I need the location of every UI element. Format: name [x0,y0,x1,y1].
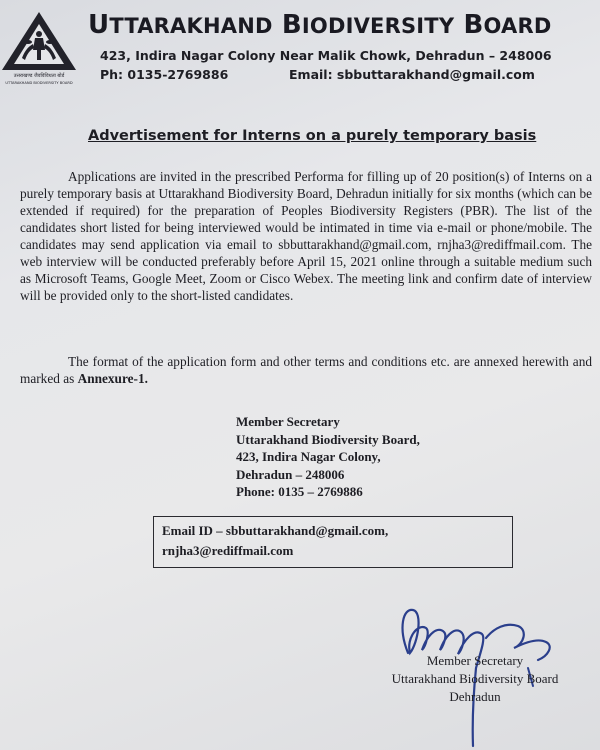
header-email: Email: sbbuttarakhand@gmail.com [289,67,535,82]
organization-name: UTTARAKHAND BIODIVERSITY BOARD [88,10,552,40]
logo-caption-hindi: उत्तराखण्ड जैवविविधता बोर्ड [13,73,65,79]
annexure-reference: Annexure-1. [77,371,148,386]
header-phone: Ph: 0135-2769886 [100,67,229,82]
logo-caption-english: UTTARAKHAND BIODIVERSITY BOARD [5,81,73,85]
body-paragraph-2: The format of the application form and other terms and conditions etc. are annexed herewith and marked as Annexure-1. [20,354,592,386]
signature-block: Member Secretary Uttarakhand Biodiversity Board Dehradun [391,653,559,704]
email-box: Email ID – sbbuttarakhand@gmail.com, rnjha3@rediffmail.com [153,516,513,568]
header-address: 423, Indira Nagar Colony Near Malik Chowk, Dehradun – 248006 [100,48,552,63]
board-logo [0,8,78,86]
document-heading: Advertisement for Interns on a purely temporary basis [88,128,537,144]
body-paragraph-1: Applications are invited in the prescribed Performa for filling up of 20 position(s) of Interns on a purely temporary basis at Uttarakhand Biodiversity Board, Dehradun initially for six months (which can be extended if required) for the preparation of Peoples Biodiversity Registers (PBR). The list of the candidates short listed for being interviewed would be intimated in time via e-mail or phone/mobile. The candidates may send application via email to sbbuttarakhand@gmail.com, rnjha3@rediffmail.com. The web interview will be conducted preferably before April 15, 2021 online through a suitable medium such as Microsoft Teams, Google Meet, Zoom or Cisco Webex. The meeting link and confirm date of interview will be provided only to the short-listed candidates. [20,169,592,303]
member-secretary-address: Member Secretary Uttarakhand Biodiversity Board, 423, Indira Nagar Colony, Dehradun – 248006 Phone: 0135 – 2769886 [236,414,420,499]
